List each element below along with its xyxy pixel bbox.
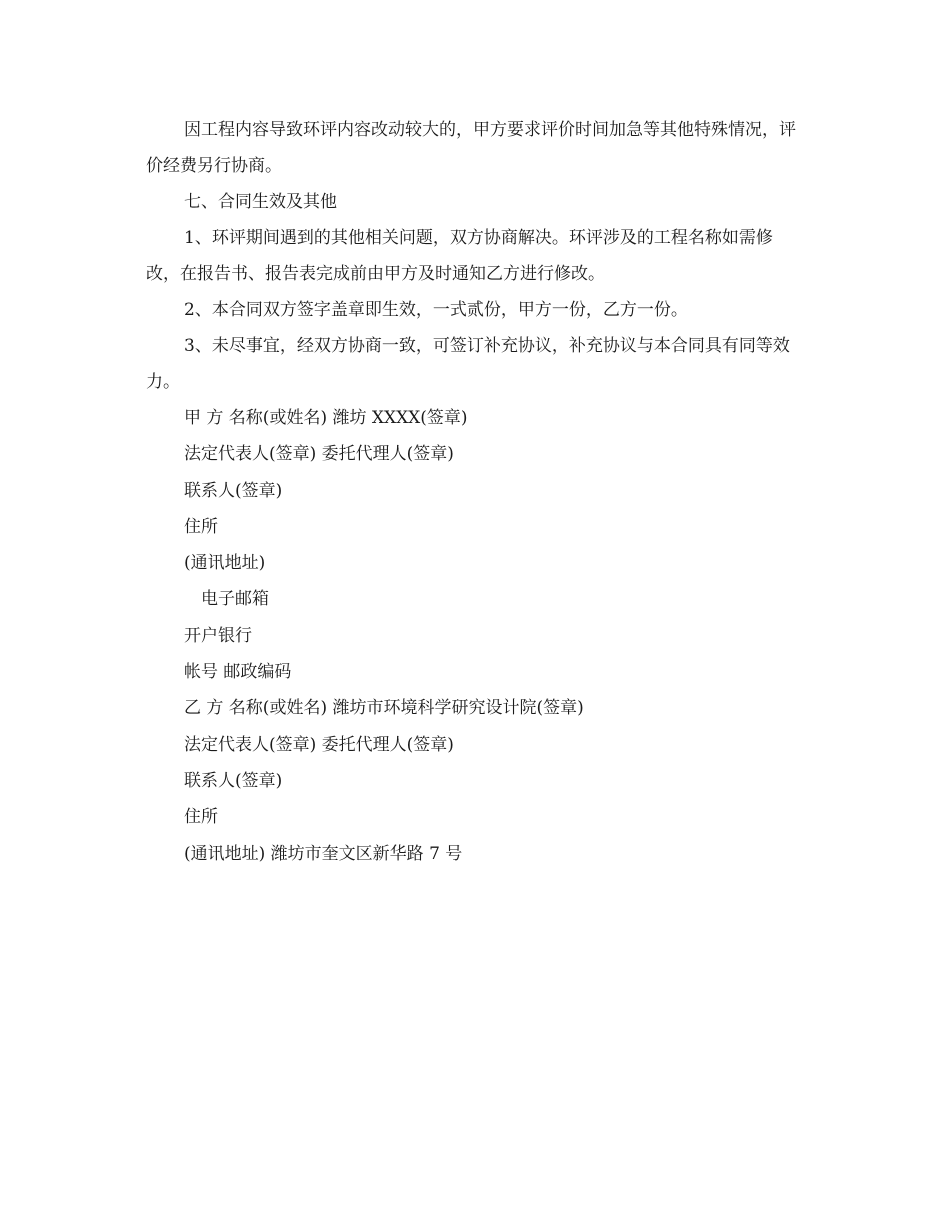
- party-a-contact-line: 联系人(签章): [184, 480, 283, 501]
- clause-2: 2、本合同双方签字盖章即生效，一式贰份，甲方一份，乙方一份。: [184, 300, 688, 320]
- document-body: [146, 112, 806, 872]
- party-a-name-line: 甲 方 名称(或姓名) 潍坊 XXXX(签章): [184, 408, 468, 428]
- clause-1: 1、环评期间遇到的其他相关问题，双方协商解决。环评涉及的工程名称如需修改，在报告书、报告表完成前由甲方及时通知乙方进行修改。: [146, 228, 773, 284]
- party-a-representative-line: 法定代表人(签章) 委托代理人(签章): [184, 444, 454, 465]
- clause-3: 3、未尽事宜，经双方协商一致，可签订补充协议，补充协议与本合同具有同等效力。: [146, 336, 790, 392]
- party-b-name-line: 乙 方 名称(或姓名) 潍坊市环境科学研究设计院(签章): [184, 698, 584, 719]
- party-b-representative-line: 法定代表人(签章) 委托代理人(签章): [184, 734, 454, 755]
- party-a-account-line: 帐号 邮政编码: [184, 662, 292, 683]
- party-a-block: [146, 400, 806, 690]
- party-b-address-label: 住所: [184, 807, 218, 828]
- party-a-address-label: 住所: [184, 516, 218, 537]
- party-a-email-label: 电子邮箱: [201, 589, 269, 610]
- section-heading-contract-effect: 七、合同生效及其他: [184, 192, 337, 212]
- party-b-block: [146, 690, 806, 871]
- party-a-bank-label: 开户银行: [184, 625, 252, 646]
- paragraph-special-cases: 因工程内容导致环评内容改动较大的，甲方要求评价时间加急等其他特殊情况，评价经费另行协商。: [146, 120, 796, 176]
- party-a-address-sub-label: (通讯地址): [184, 553, 266, 574]
- party-b-contact-line: 联系人(签章): [184, 770, 283, 791]
- party-b-address-line: (通讯地址) 潍坊市奎文区新华路 7 号: [184, 843, 463, 864]
